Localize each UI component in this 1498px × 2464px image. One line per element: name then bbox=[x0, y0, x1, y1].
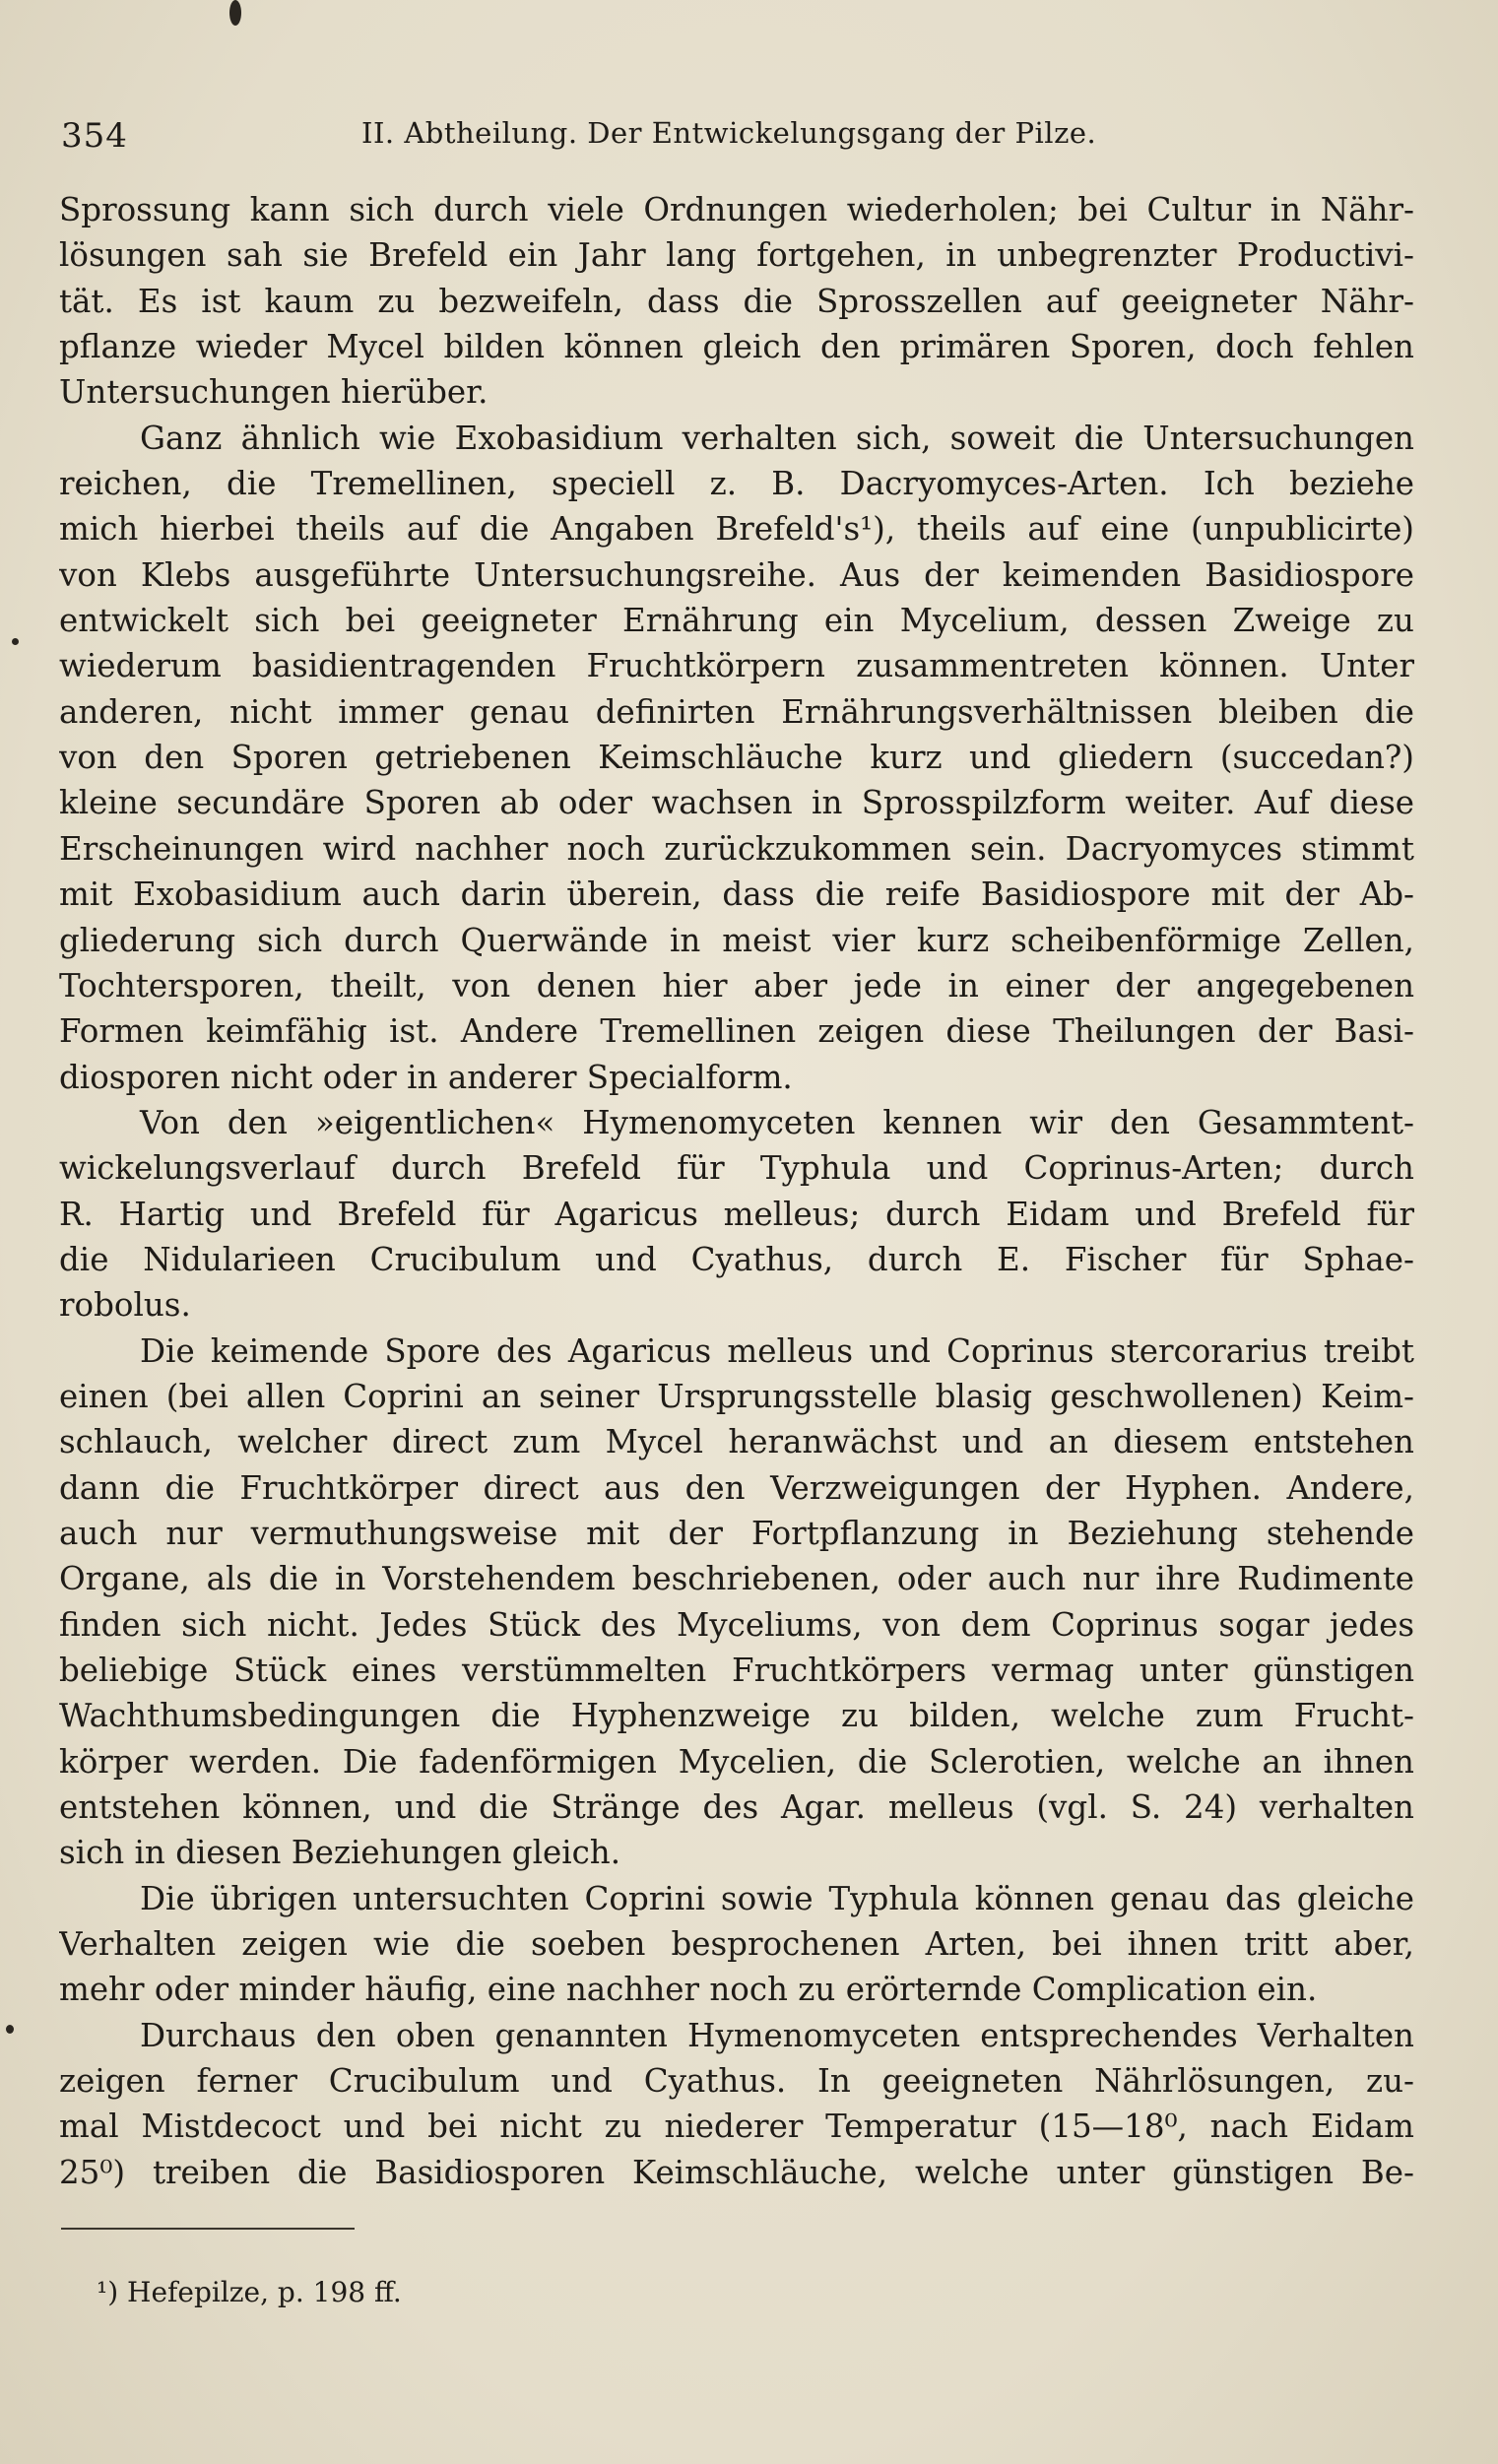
text-line: Durchaus den oben genannten Hymenomyceten entsprechendes Verhalten bbox=[140, 2016, 1414, 2054]
text-line: mit Exobasidium auch darin überein, dass die reife Basidiospore mit der Ab- bbox=[59, 875, 1414, 914]
text-line: anderen, nicht immer genau definirten Ernährungsverhältnissen bleiben die bbox=[59, 692, 1414, 731]
text-line: auch nur vermuthungsweise mit der Fortpflanzung in Beziehung stehende bbox=[59, 1514, 1414, 1552]
text-line: Verhalten zeigen wie die soeben besprochenen Arten, bei ihnen tritt aber, bbox=[59, 1925, 1414, 1964]
text-line: entwickelt sich bei geeigneter Ernährung ein Mycelium, dessen Zweige zu bbox=[59, 602, 1414, 640]
ink-speck-left bbox=[12, 638, 19, 645]
text-line: Die keimende Spore des Agaricus melleus und Coprinus stercorarius treibt bbox=[140, 1331, 1414, 1370]
text-line: einen (bei allen Coprini an seiner Ursprungsstelle blasig geschwollenen) Keim- bbox=[59, 1377, 1414, 1415]
text-line: körper werden. Die fadenförmigen Mycelien, die Sclerotien, welche an ihnen bbox=[59, 1742, 1414, 1781]
body-text bbox=[59, 187, 1414, 2195]
text-line: Formen keimfähig ist. Andere Tremellinen zeigen diese Theilungen der Basi- bbox=[59, 1012, 1414, 1051]
text-line: von Klebs ausgeführte Untersuchungsreihe. Aus der keimenden Basidiospore bbox=[59, 555, 1414, 594]
text-line: zeigen ferner Crucibulum und Cyathus. In geeigneten Nährlösungen, zu- bbox=[59, 2062, 1414, 2101]
text-line: Wachthumsbedingungen die Hyphenzweige zu bilden, welche zum Frucht- bbox=[59, 1697, 1414, 1735]
text-line: sich in diesen Beziehungen gleich. bbox=[59, 1834, 621, 1872]
text-line: 25⁰) treiben die Basidiosporen Keimschläuche, welche unter günstigen Be- bbox=[59, 2153, 1414, 2191]
text-line: lösungen sah sie Brefeld ein Jahr lang fortgehen, in unbegrenzter Productivi- bbox=[59, 236, 1414, 275]
text-line: pflanze wieder Mycel bilden können gleich den primären Sporen, doch fehlen bbox=[59, 328, 1414, 366]
ink-speck-top bbox=[229, 0, 241, 26]
page-number: 354 bbox=[61, 116, 128, 156]
text-line: reichen, die Tremellinen, speciell z. B. Dacryomyces-Arten. Ich beziehe bbox=[59, 465, 1414, 503]
text-line: schlauch, welcher direct zum Mycel heranwächst und an diesem entstehen bbox=[59, 1423, 1414, 1461]
running-title: II. Abtheilung. Der Entwickelungsgang der Pilze. bbox=[361, 116, 1097, 150]
text-line: gliederung sich durch Querwände in meist vier kurz scheibenförmige Zellen, bbox=[59, 921, 1414, 959]
footnote-divider bbox=[61, 2228, 355, 2230]
text-line: mal Mistdecoct und bei nicht zu niederer Temperatur (15—18⁰, nach Eidam bbox=[59, 2107, 1414, 2146]
text-line: mehr oder minder häufig, eine nachher noch zu erörternde Complication ein. bbox=[59, 1971, 1318, 2009]
text-line: dann die Fruchtkörper direct aus den Verzweigungen der Hyphen. Andere, bbox=[59, 1468, 1414, 1507]
ink-speck-left-lower bbox=[6, 2025, 14, 2034]
footnote: ¹) Hefepilze, p. 198 ff. bbox=[97, 2276, 402, 2308]
text-line: wiederum basidientragenden Fruchtkörpern zusammentreten können. Unter bbox=[59, 647, 1414, 685]
text-line: Sprossung kann sich durch viele Ordnungen wiederholen; bei Cultur in Nähr- bbox=[59, 191, 1414, 228]
text-line: kleine secundäre Sporen ab oder wachsen in Sprosspilzform weiter. Auf diese bbox=[59, 784, 1414, 822]
text-line: wickelungsverlauf durch Brefeld für Typhula und Coprinus-Arten; durch bbox=[59, 1149, 1414, 1188]
text-line: Die übrigen untersuchten Coprini sowie Typhula können genau das gleiche bbox=[140, 1879, 1414, 1917]
text-line: Erscheinungen wird nachher noch zurückzukommen sein. Dacryomyces stimmt bbox=[59, 829, 1414, 868]
text-line: die Nidularieen Crucibulum und Cyathus, durch E. Fischer für Sphae- bbox=[59, 1240, 1414, 1278]
text-line: von den Sporen getriebenen Keimschläuche kurz und gliedern (succedan?) bbox=[59, 739, 1414, 777]
text-line: mich hierbei theils auf die Angaben Brefeld's¹), theils auf eine (unpublicirte) bbox=[59, 510, 1414, 549]
text-line: entstehen können, und die Stränge des Agar. melleus (vgl. S. 24) verhalten bbox=[59, 1788, 1414, 1827]
text-line: diosporen nicht oder in anderer Specialform. bbox=[59, 1058, 793, 1096]
text-line: finden sich nicht. Jedes Stück des Myceliums, von dem Coprinus sogar jedes bbox=[59, 1605, 1414, 1644]
text-line: beliebige Stück eines verstümmelten Fruchtkörpers vermag unter günstigen bbox=[59, 1652, 1414, 1689]
text-line: Tochtersporen, theilt, von denen hier aber jede in einer der angegebenen bbox=[59, 966, 1414, 1005]
running-header bbox=[61, 110, 1420, 160]
text-line: Untersuchungen hierüber. bbox=[59, 373, 488, 412]
text-line: Ganz ähnlich wie Exobasidium verhalten sich, soweit die Untersuchungen bbox=[140, 419, 1414, 457]
text-line: Von den »eigentlichen« Hymenomyceten kennen wir den Gesammtent- bbox=[140, 1103, 1414, 1141]
text-line: Organe, als die in Vorstehendem beschriebenen, oder auch nur ihre Rudimente bbox=[59, 1560, 1414, 1598]
text-line: tät. Es ist kaum zu bezweifeln, dass die Sprosszellen auf geeigneter Nähr- bbox=[59, 282, 1414, 320]
text-line: robolus. bbox=[59, 1286, 191, 1325]
text-line: R. Hartig und Brefeld für Agaricus melleus; durch Eidam und Brefeld für bbox=[59, 1195, 1414, 1233]
